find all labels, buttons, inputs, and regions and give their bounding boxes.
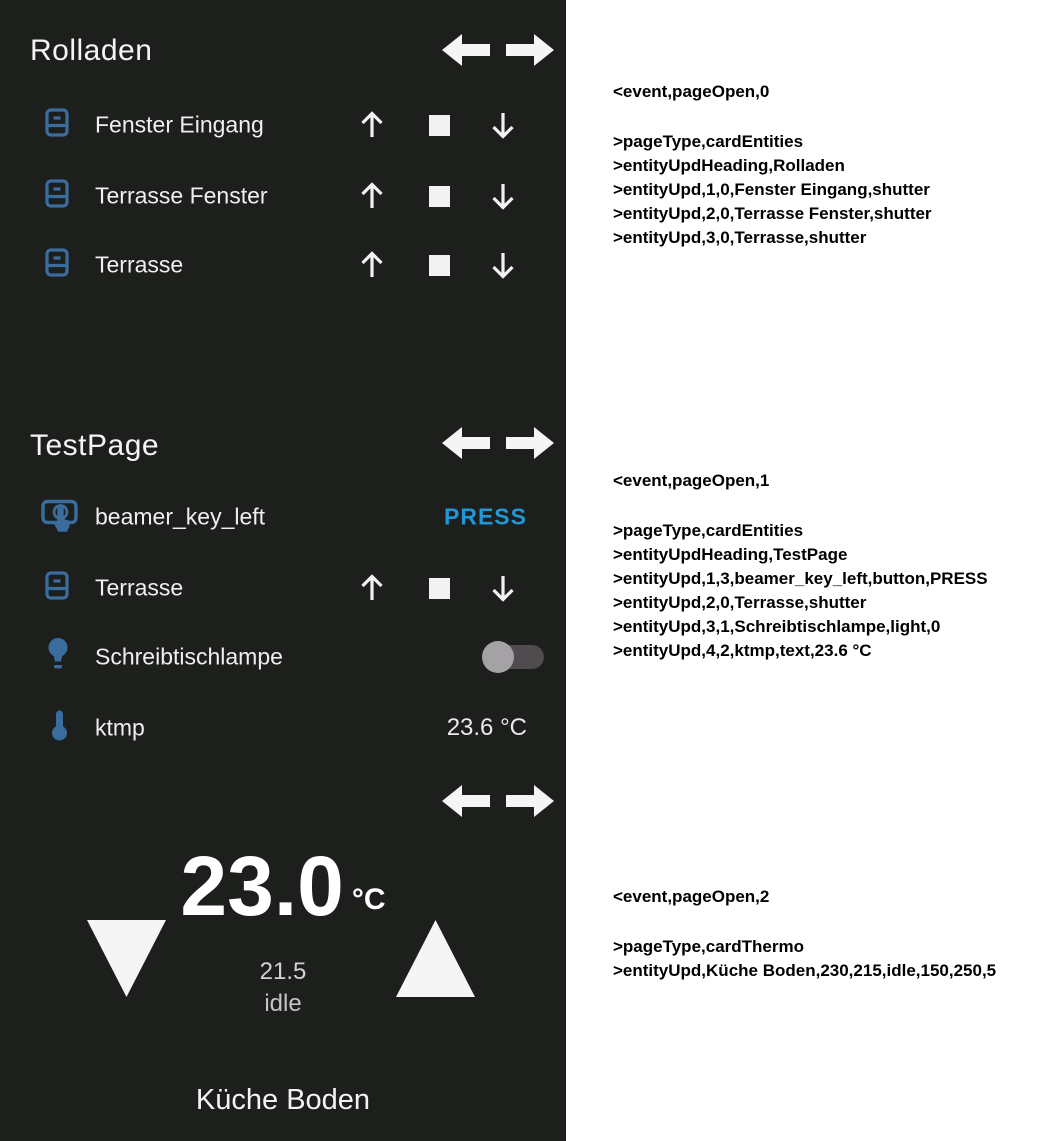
- protocol-block-page2: [613, 885, 1043, 983]
- protocol-line: >entityUpdHeading,Rolladen: [613, 156, 845, 175]
- entity-label: ktmp: [95, 714, 145, 741]
- entity-label: Fenster Eingang: [95, 111, 264, 138]
- entity-row-terrasse-fenster: [0, 174, 566, 218]
- stop-square-icon: [429, 255, 450, 276]
- shutter-stop-button[interactable]: [421, 247, 457, 283]
- window-shutter-icon: [45, 108, 69, 142]
- shutter-stop-button[interactable]: [421, 570, 457, 606]
- entity-label: Schreibtischlampe: [95, 643, 283, 670]
- protocol-line: >pageType,cardEntities: [613, 132, 804, 151]
- arrow-down-icon: [485, 107, 521, 143]
- protocol-line: >entityUpd,3,1,Schreibtischlampe,light,0: [613, 617, 941, 636]
- protocol-line: <event,pageOpen,2: [613, 887, 770, 906]
- shutter-stop-button[interactable]: [421, 107, 457, 143]
- current-temperature: [0, 838, 566, 959]
- entity-label: Terrasse: [95, 574, 184, 601]
- stop-square-icon: [429, 115, 450, 136]
- shutter-up-button[interactable]: [354, 247, 390, 283]
- shutter-down-button[interactable]: [485, 178, 521, 214]
- hvac-state: idle: [264, 990, 302, 1017]
- shutter-down-button[interactable]: [485, 107, 521, 143]
- arrow-down-icon: [485, 178, 521, 214]
- protocol-line: >entityUpd,4,2,ktmp,text,23.6 °C: [613, 641, 872, 660]
- protocol-line: >entityUpdHeading,TestPage: [613, 545, 848, 564]
- protocol-line: >pageType,cardThermo: [613, 937, 804, 956]
- arrow-down-icon: [485, 247, 521, 283]
- shutter-down-button[interactable]: [485, 247, 521, 283]
- shutter-stop-button[interactable]: [421, 178, 457, 214]
- arrow-right-bold-icon: [506, 784, 554, 818]
- protocol-line: <event,pageOpen,0: [613, 82, 770, 101]
- thermometer-icon: [51, 710, 68, 747]
- page-nav: [442, 426, 554, 460]
- protocol-line: >entityUpd,Küche Boden,230,215,idle,150,250,5: [613, 961, 997, 980]
- entity-row-terrasse: [0, 243, 566, 287]
- arrow-up-icon: [354, 107, 390, 143]
- page-nav: [442, 33, 554, 67]
- protocol-line: <event,pageOpen,1: [613, 471, 770, 490]
- arrow-up-icon: [354, 247, 390, 283]
- arrow-up-icon: [354, 570, 390, 606]
- arrow-up-icon: [354, 178, 390, 214]
- shutter-up-button[interactable]: [354, 178, 390, 214]
- toggle-knob: [482, 641, 514, 673]
- gesture-tap-button-icon: [41, 497, 81, 538]
- page-nav: [442, 784, 554, 818]
- page-next-button[interactable]: [506, 784, 554, 818]
- protocol-line: >entityUpd,3,0,Terrasse,shutter: [613, 228, 867, 247]
- stop-square-icon: [429, 578, 450, 599]
- page-title: TestPage: [30, 429, 160, 462]
- current-temperature-value: 23.0: [180, 839, 344, 933]
- entity-label: Terrasse Fenster: [95, 182, 268, 209]
- arrow-right-bold-icon: [506, 33, 554, 67]
- page-prev-button[interactable]: [442, 33, 490, 67]
- protocol-block-page0: [613, 80, 1043, 250]
- sensor-value: 23.6 °C: [446, 714, 527, 741]
- protocol-line: >entityUpd,1,3,beamer_key_left,button,PRESS: [613, 569, 988, 588]
- entity-row-schreibtischlampe: [0, 635, 566, 679]
- protocol-line: >entityUpd,2,0,Terrasse,shutter: [613, 593, 867, 612]
- entity-row-ktmp: [0, 706, 566, 750]
- protocol-line: >entityUpd,1,0,Fenster Eingang,shutter: [613, 180, 930, 199]
- page-prev-button[interactable]: [442, 784, 490, 818]
- stop-square-icon: [429, 186, 450, 207]
- entity-label: Terrasse: [95, 251, 184, 278]
- page-next-button[interactable]: [506, 33, 554, 67]
- press-button[interactable]: PRESS: [444, 503, 527, 530]
- page-prev-button[interactable]: [442, 426, 490, 460]
- setpoint-value: 21.5: [259, 958, 307, 985]
- page-next-button[interactable]: [506, 426, 554, 460]
- window-shutter-icon: [45, 248, 69, 282]
- window-shutter-icon: [45, 179, 69, 213]
- page-title: Rolladen: [30, 34, 153, 67]
- entity-label: beamer_key_left: [95, 503, 266, 530]
- arrow-down-icon: [485, 570, 521, 606]
- shutter-up-button[interactable]: [354, 570, 390, 606]
- arrow-left-bold-icon: [442, 426, 490, 460]
- protocol-line: >pageType,cardEntities: [613, 521, 804, 540]
- temperature-unit: °C: [351, 883, 386, 916]
- shutter-down-button[interactable]: [485, 570, 521, 606]
- lightbulb-icon: [47, 638, 69, 677]
- light-toggle-switch[interactable]: [482, 641, 544, 673]
- entity-row-beamer-key-left: [0, 495, 566, 539]
- window-shutter-icon: [45, 571, 69, 605]
- thermostat-title: Küche Boden: [195, 1084, 371, 1116]
- arrow-right-bold-icon: [506, 426, 554, 460]
- entity-row-fenster-eingang: [0, 103, 566, 147]
- arrow-left-bold-icon: [442, 33, 490, 67]
- protocol-block-page1: [613, 469, 1043, 663]
- entity-row-terrasse-2: [0, 566, 566, 610]
- protocol-line: >entityUpd,2,0,Terrasse Fenster,shutter: [613, 204, 932, 223]
- arrow-left-bold-icon: [442, 784, 490, 818]
- shutter-up-button[interactable]: [354, 107, 390, 143]
